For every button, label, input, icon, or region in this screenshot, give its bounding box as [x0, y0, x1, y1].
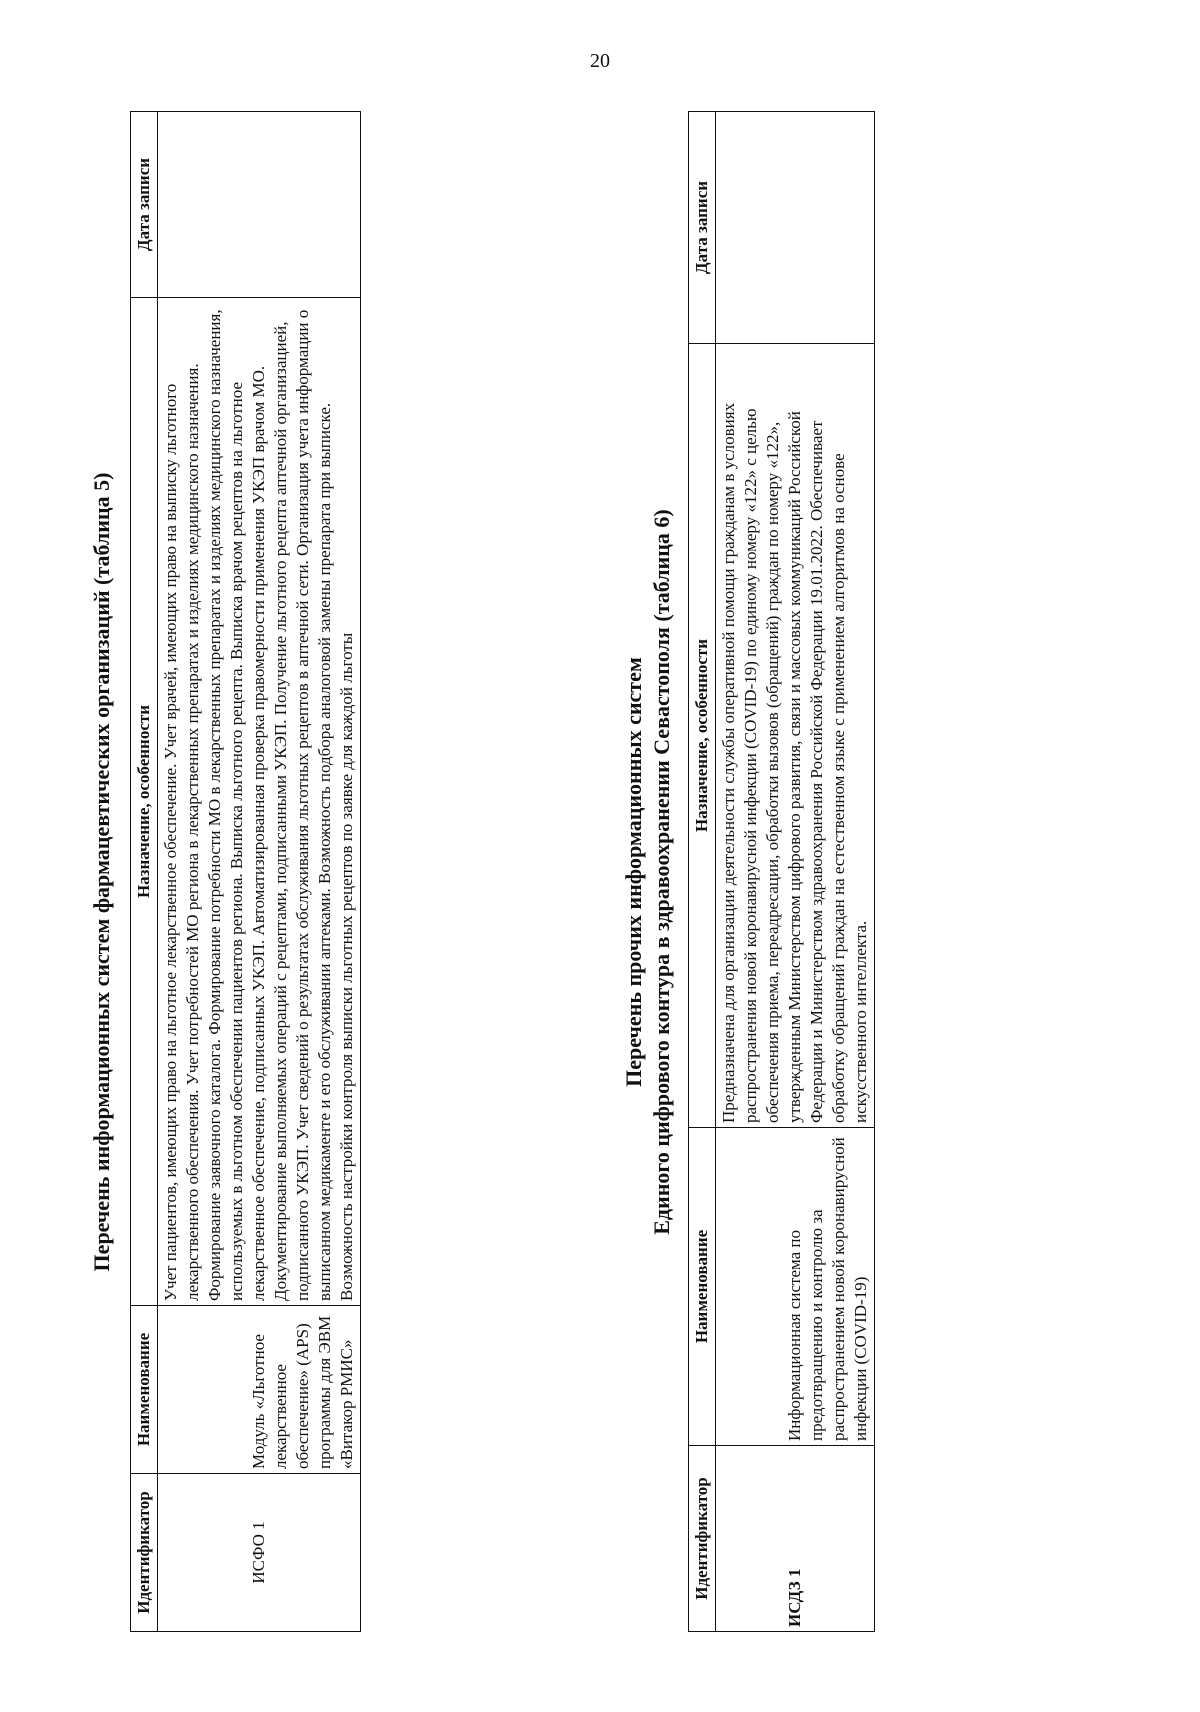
- table6-cell-name: Информационная система по предотвращению и контролю за распространением новой коронавирусной инфекции (COVID-19): [716, 1128, 875, 1446]
- table5-cell-purpose: Учет пациентов, имеющих право на льготное лекарственное обеспечение. Учет врачей, имеющих право на выписку льготного лекарственного обеспечения. Учет потребностей МО региона в лекарственных препаратах и изделиях медицинского назначения. Формирование заявочного каталога. Формирование потребности МО в лекарственных препаратах и изделиях медицинского назначения, используемых в льготном обеспечении пациентов региона. Выписка льготного рецепта. Выписка врачом рецептов на льготное лекарственное обеспечение, подписанных УКЭП. Автоматизированная проверка правомерности применения УКЭП врачом МО. Документирование выполняемых операций с рецептами, подписанными УКЭП. Получение льготного рецепта аптечной организацией, подписанного УКЭП. Учет сведений о результатах обслуживания льготных рецептов в аптечной сети. Организация учета информации о выписанном медикаменте и его обслуживании аптеками. Возможность подбора аналоговой замены препарата при выписке. Возможность настройки контроля выписки льготных рецептов по заявке для каждой льготы: [158, 298, 361, 1306]
- table5-cell-id: ИСФО 1: [158, 1474, 361, 1632]
- table5-section: [88, 112, 361, 1632]
- table6-section: [620, 112, 875, 1632]
- table5-header-row: [131, 112, 158, 1632]
- table6-header-row: [689, 112, 716, 1632]
- table6-cell-id: ИСДЗ 1: [716, 1446, 875, 1632]
- table6-header-name: Наименование: [689, 1128, 716, 1446]
- table5-header-date: Дата записи: [131, 112, 158, 298]
- table6: [688, 111, 875, 1632]
- page-number: 20: [590, 50, 610, 72]
- table6-cell-date: [716, 112, 875, 344]
- table6-cell-purpose: Предназначена для организации деятельности службы оперативной помощи гражданам в условиях распространения новой коронавирусной инфекции (COVID-19) по единому номеру «122» с целью обеспечения приема, переадресации, обработки вызовов (обращений) граждан по номеру «122», утвержденным Министерством цифрового развития, связи и массовых коммуникаций Российской Федерации и Министерством здравоохранения Российской Федерации 19.01.2022. Обеспечивает обработку обращений граждан на естественном языке с применением алгоритмов на основе искусственного интеллекта.: [716, 344, 875, 1128]
- table6-title-line2: Единого цифрового контура в здравоохранении Севастополя (таблица 6): [649, 509, 674, 1235]
- table-row: [716, 112, 875, 1632]
- rotated-page-content: [0, 92, 1200, 1672]
- table5-header-purpose: Назначение, особенности: [131, 298, 158, 1306]
- table5-title: Перечень информационных систем фармацевтических организаций (таблица 5): [89, 472, 114, 1272]
- table5-header-name: Наименование: [131, 1306, 158, 1474]
- table-row: [158, 112, 361, 1632]
- table5-cell-date: [158, 112, 361, 298]
- table6-header-purpose: Назначение, особенности: [689, 344, 716, 1128]
- table5: [130, 111, 361, 1632]
- table6-header-id: Идентификатор: [689, 1446, 716, 1632]
- table6-title-line1: Перечень прочих информационных систем: [621, 657, 646, 1087]
- table5-header-id: Идентификатор: [131, 1474, 158, 1632]
- table6-header-date: Дата записи: [689, 112, 716, 344]
- table5-cell-name: Модуль «Льготное лекарственное обеспечение» (APS) программы для ЭВМ «Витакор РМИС»: [158, 1306, 361, 1474]
